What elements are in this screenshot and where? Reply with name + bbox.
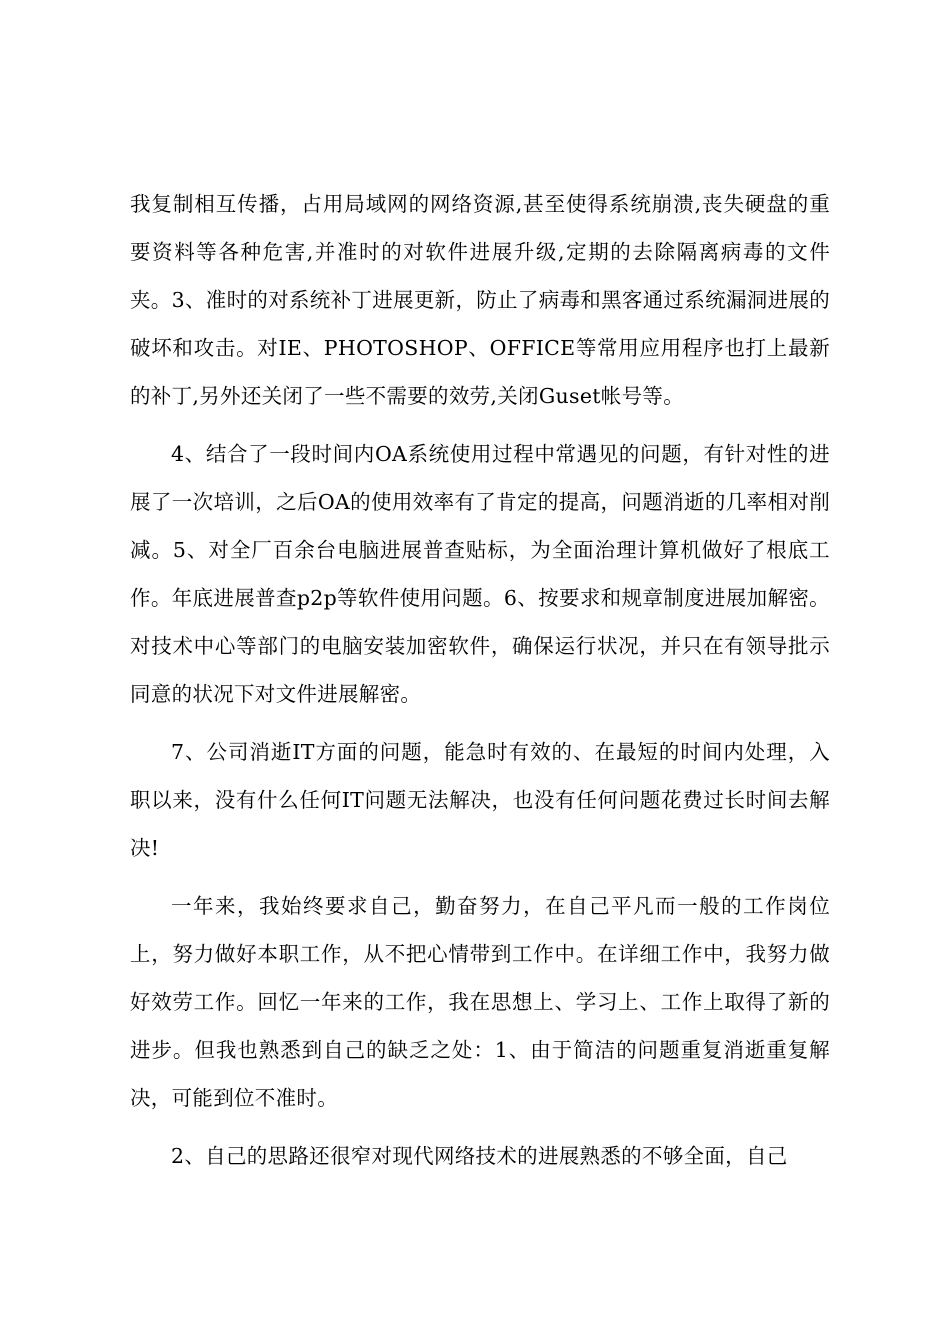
paragraph-4: 一年来，我始终要求自己，勤奋努力，在自己平凡而一般的工作岗位上，努力做好本职工作，从不把心情带到工作中。在详细工作中，我努力做好效劳工作。回忆一年来的工作，我在思想上、学习上、工作上取得了新的进步。但我也熟悉到自己的缺乏之处：1、由于简洁的问题重复消逝重复解决，可能到位不准时。 [130, 894, 830, 1110]
document-body [130, 180, 830, 1190]
paragraph-1: 我复制相互传播，占用局域网的网络资源,甚至使得系统崩溃,丧失硬盘的重要资料等各种危害,并准时的对软件进展升级,定期的去除隔离病毒的文件夹。3、准时的对系统补丁进展更新，防止了病毒和黑客通过系统漏洞进展的破坏和攻击。对IE、PHOTOSHOP、OFFICE等常用应用程序也打上最新的补丁,另外还关闭了一些不需要的效劳,关闭Guset帐号等。 [130, 192, 830, 408]
paragraph-5: 2、自己的思路还很窄对现代网络技术的进展熟悉的不够全面，自己 [171, 1144, 788, 1168]
paragraph-2: 4、结合了一段时间内OA系统使用过程中常遇见的问题，有针对性的进展了一次培训，之后OA的使用效率有了肯定的提高，问题消逝的几率相对削减。5、对全厂百余台电脑进展普查贴标，为全面治理计算机做好了根底工作。年底进展普查p2p等软件使用问题。6、按要求和规章制度进展加解密。对技术中心等部门的电脑安装加密软件，确保运行状况，并只在有领导批示同意的状况下对文件进展解密。 [130, 442, 830, 706]
paragraph-3: 7、公司消逝IT方面的问题，能急时有效的、在最短的时间内处理，入职以来，没有什么任何IT问题无法解决，也没有任何问题花费过长时间去解决! [130, 740, 830, 860]
